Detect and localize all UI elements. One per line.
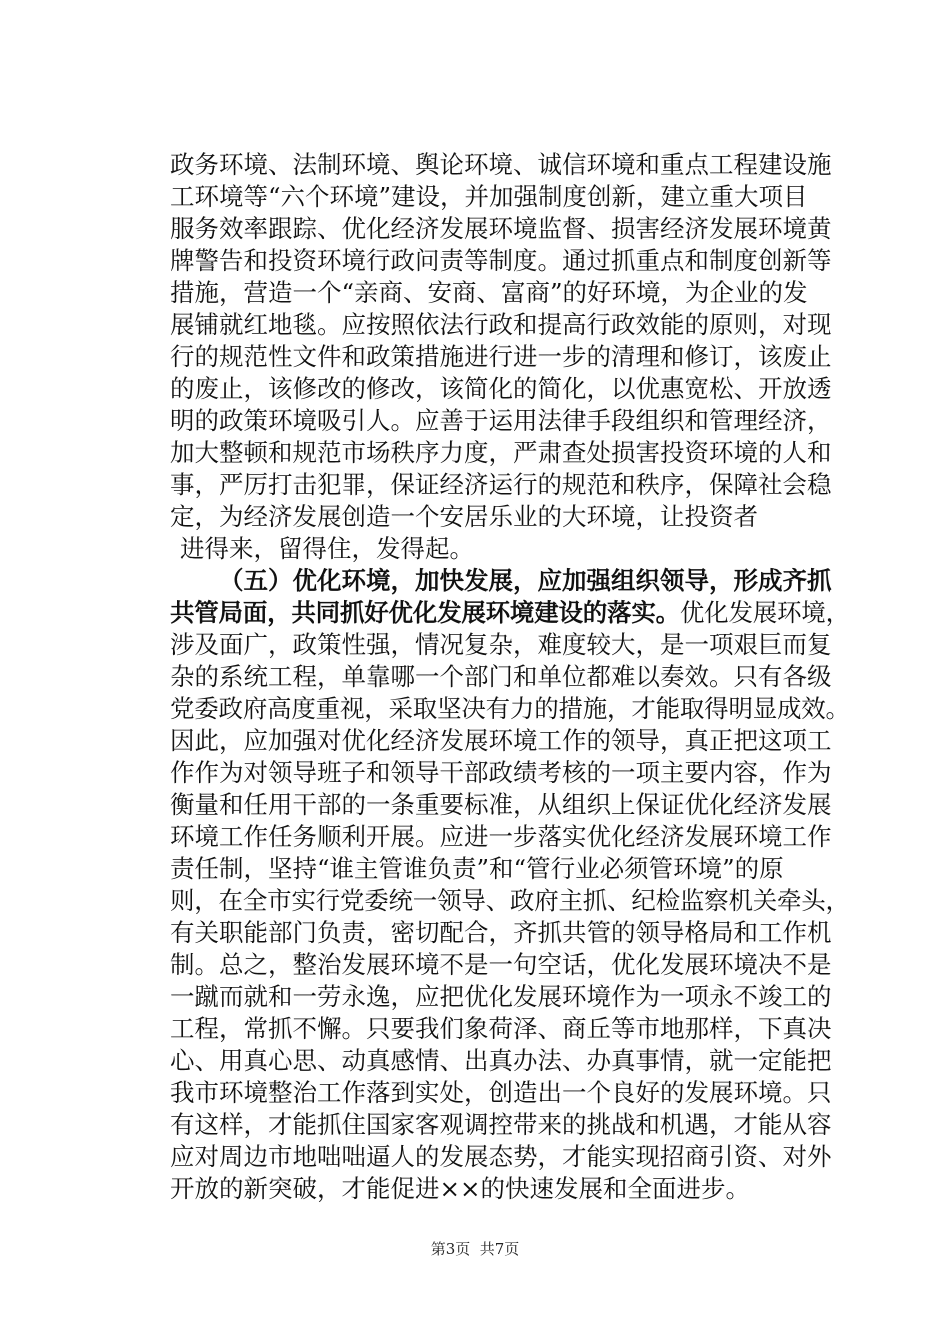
- text-line: 衡量和任用干部的一条重要标准，从组织上保证优化经济发展: [170, 790, 832, 819]
- text-line: 明的政策环境吸引人。应善于运用法律手段组织和管理经济，: [170, 406, 832, 435]
- page-number: 第3页 共7页: [430, 1240, 520, 1258]
- text-line: 展铺就红地毯。应按照依法行政和提高行政效能的原则，对现: [170, 310, 832, 339]
- text-line: 开放的新突破，才能促进××的快速发展和全面进步。: [170, 1174, 751, 1203]
- section-heading: （五）优化环境，加快发展，应加强组织领导，形成齐抓: [219, 566, 832, 595]
- body-text: [170, 149, 850, 1205]
- text-line: 工程，常抓不懈。只要我们象荷泽、商丘等市地那样，下真决: [170, 1014, 832, 1043]
- text-line: 党委政府高度重视，采取坚决有力的措施，才能取得明显成效。: [170, 694, 850, 723]
- text-line: 杂的系统工程，单靠哪一个部门和单位都难以奏效。只有各级: [170, 662, 832, 691]
- text-line: 环境工作任务顺利开展。应进一步落实优化经济发展环境工作: [170, 822, 832, 851]
- text-line: 制。总之，整治发展环境不是一句空话，优化发展环境决不是: [170, 950, 832, 979]
- text-line: 定，为经济发展创造一个安居乐业的大环境，让投资者: [170, 502, 758, 531]
- text-line: 的废止，该修改的修改，该简化的简化，以优惠宽松、开放透: [170, 374, 832, 403]
- text-line: 责任制，坚持“谁主管谁负责”和“管行业必须管环境”的原: [170, 854, 784, 883]
- text-line: 心、用真心思、动真感情、出真办法、办真事情，就一定能把: [170, 1046, 832, 1075]
- text-line: 行的规范性文件和政策措施进行进一步的清理和修订，该废止: [170, 342, 832, 371]
- text-line: 工环境等“六个环境”建设，并加强制度创新，建立重大项目: [170, 182, 808, 211]
- text-line: 我市环境整治工作落到实处，创造出一个良好的发展环境。只: [170, 1078, 832, 1107]
- text-line: 因此，应加强对优化经济发展环境工作的领导，真正把这项工: [170, 726, 832, 755]
- text-line: 措施，营造一个“亲商、安商、富商”的好环境，为企业的发: [170, 278, 808, 307]
- text-line: 牌警告和投资环境行政问责等制度。通过抓重点和制度创新等: [170, 246, 832, 275]
- text-line: 有这样，才能抓住国家客观调控带来的挑战和机遇，才能从容: [170, 1110, 832, 1139]
- text-line-tail: 进得来，留得住，发得起。: [180, 534, 474, 563]
- text-line: 有关职能部门负责，密切配合，齐抓共管的领导格局和工作机: [170, 918, 832, 947]
- text-line: 事，严厉打击犯罪，保证经济运行的规范和秩序，保障社会稳: [170, 470, 832, 499]
- text-line: 加大整顿和规范市场秩序力度，严肃查处损害投资环境的人和: [170, 438, 832, 467]
- text-line: 一蹴而就和一劳永逸，应把优化发展环境作为一项永不竣工的: [170, 982, 832, 1011]
- text-line: 服务效率跟踪、优化经济发展环境监督、损害经济发展环境黄: [170, 214, 832, 243]
- page-footer: [0, 1239, 950, 1259]
- section-heading-bold: 共管局面，共同抓好优化发展环境建设的落实。: [170, 598, 680, 627]
- text-line: 应对周边市地咄咄逼人的发展态势，才能实现招商引资、对外: [170, 1142, 832, 1171]
- section-heading-continued: [170, 597, 850, 629]
- text-line: 涉及面广，政策性强，情况复杂，难度较大，是一项艰巨而复: [170, 630, 832, 659]
- text-line: 则，在全市实行党委统一领导、政府主抓、纪检监察机关牵头，: [170, 886, 850, 915]
- section-heading-rest: 优化发展环境，: [679, 598, 850, 627]
- text-line: 作作为对领导班子和领导干部政绩考核的一项主要内容，作为: [170, 758, 832, 787]
- text-line: 政务环境、法制环境、舆论环境、诚信环境和重点工程建设施: [170, 150, 832, 179]
